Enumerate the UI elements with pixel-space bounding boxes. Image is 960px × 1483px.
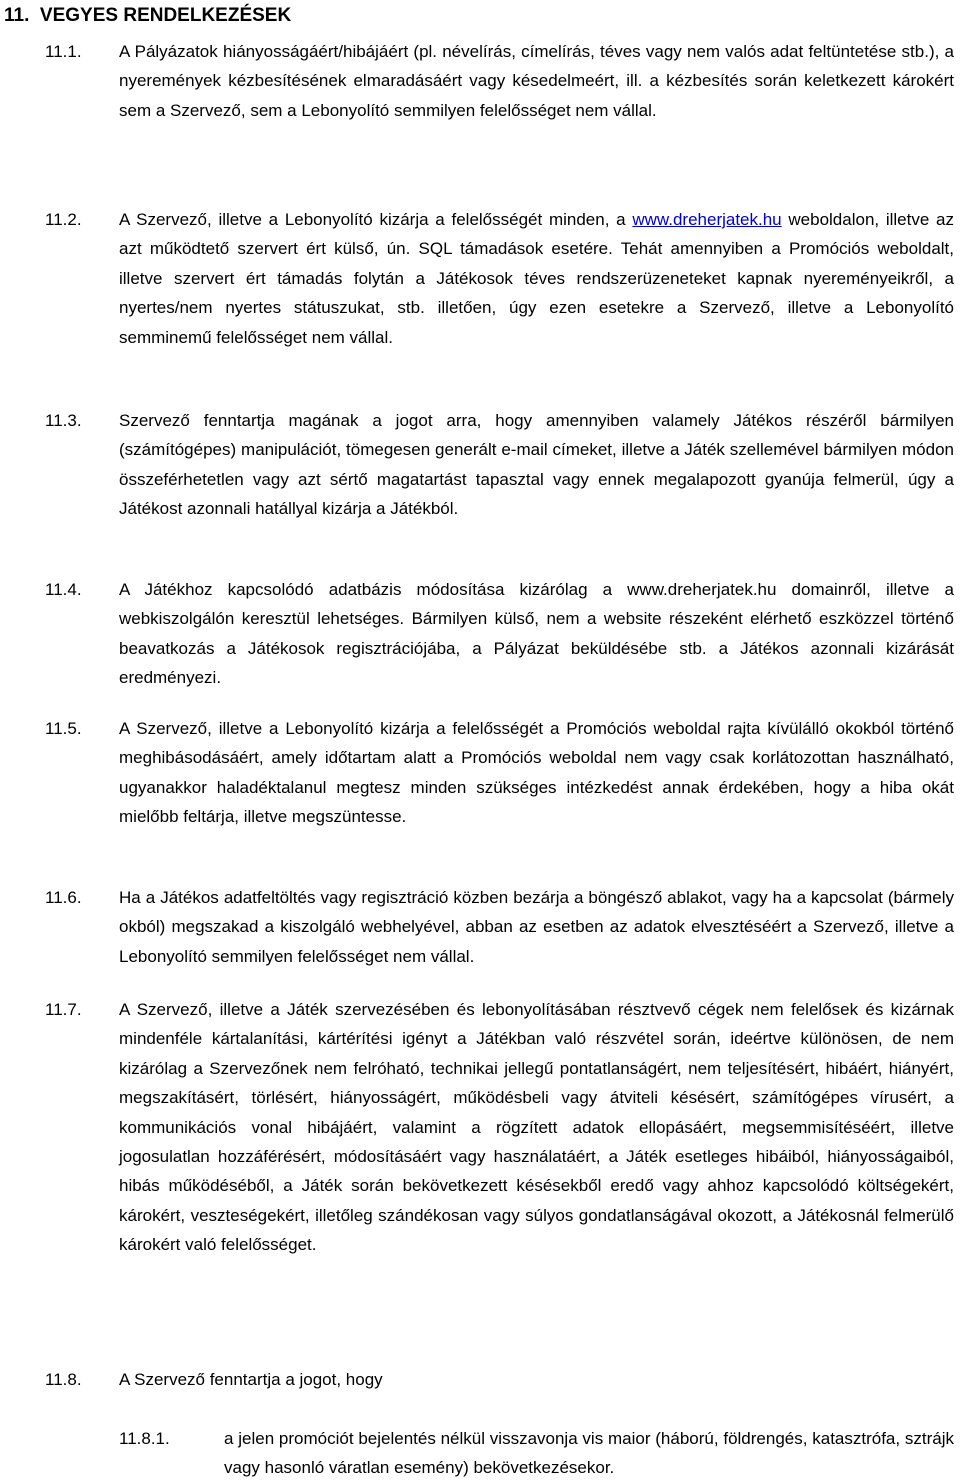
clause-text: A Szervező fenntartja a jogot, hogy xyxy=(119,1370,383,1389)
clause-number: 11.4. xyxy=(45,580,82,599)
clause-text: A Játékhoz kapcsolódó adatbázis módosítása kizárólag a www.dreherjatek.hu domainről, illetve a webkiszolgálón keresztül lehetséges. Bármilyen külső, nem a website részeként elérhető eszközzel történő beavatkozás a Játékosok regisztrációjába, a Pályázat beküldésébe stb. a Játékos azonnali kizárását eredményezi. xyxy=(119,580,954,688)
clause-number: 11.6. xyxy=(45,888,82,907)
clause-text: Szervező fenntartja magának a jogot arra, hogy amennyiben valamely Játékos részéről bármilyen (számítógépes) manipulációt, tömegesen generált e-mail címeket, illetve a Játék szellemével bármilyen módon összeférhetetlen vagy azt sértő magatartást tapasztal vagy ennek megalapozott gyanúja felmerül, úgy a Játékost azonnali hatállyal kizárja a Játékból. xyxy=(119,411,954,519)
clause-number: 11.3. xyxy=(45,411,82,430)
clause-number: 11.8. xyxy=(45,1370,82,1389)
clause-number: 11.2. xyxy=(45,210,82,229)
clause-number: 11.5. xyxy=(45,719,82,738)
clause-text: A Pályázatok hiányosságáért/hibájáért (pl. névelírás, címelírás, téves vagy nem valós adat feltüntetése stb.), a nyeremények kézbesítésének elmaradásáért vagy késedelmeért, ill. a kézbesítés során keletkezett károkért sem a Szervező, sem a Lebonyolító semmilyen felelősséget nem vállal. xyxy=(119,42,954,120)
clause-text xyxy=(119,205,954,352)
website-link[interactable]: www.dreherjatek.hu xyxy=(632,210,782,229)
clause-text: Ha a Játékos adatfeltöltés vagy regisztráció közben bezárja a böngésző ablakot, vagy ha a kapcsolat (bármely okból) megszakad a kiszolgáló webhelyével, abban az esetben az adatok elvesztéséért a Szervező, illetve a Lebonyolító semmilyen felelősséget nem vállal. xyxy=(119,888,954,966)
clause-text-part: A Szervező, illetve a Lebonyolító kizárja a felelősségét minden, a xyxy=(119,210,633,229)
clause-text-part: weboldalon, illetve az azt működtető szervert ért külső, ún. SQL támadások esetére. Tehát amennyiben a Promóciós weboldalt, illetve szervert ért támadás folytán a Játékosok téves rendszerüzeneteket kapnak nyereményeikről, a nyertes/nem nyertes státuszukat, stb. illetően, úgy ezen esetekre a Szervező, illetve a Lebonyolító semminemű felelősséget nem vállal. xyxy=(119,210,954,347)
subclause-number: 11.8.1. xyxy=(119,1429,170,1448)
clause-number: 11.7. xyxy=(45,1000,82,1019)
subclause-text: a jelen promóciót bejelentés nélkül visszavonja vis maior (háború, földrengés, katasztrófa, sztrájk vagy hasonló váratlan esemény) bekövetkezésekor. xyxy=(224,1429,954,1478)
section-heading: 11. VEGYES RENDELKEZÉSEK xyxy=(4,5,292,26)
clause-text: A Szervező, illetve a Lebonyolító kizárja a felelősségét a Promóciós weboldal rajta kívülálló okokból történő meghibásodásáért, amely időtartam alatt a Promóciós weboldal nem vagy csak korlátozottan használható, ugyanakkor haladéktalanul megtesz minden szükséges intézkedést annak érdekében, hogy a hiba okát mielőbb feltárja, illetve megszüntesse. xyxy=(119,719,954,827)
clause-number: 11.1. xyxy=(45,42,82,61)
clause-text: A Szervező, illetve a Játék szervezésében és lebonyolításában résztvevő cégek nem felelősek és kizárnak mindenféle kártalanítási, kártérítési igényt a Játékban való részvétel során, ideértve különösen, de nem kizárólag a Szervezőnek nem felróható, technikai jellegű pontatlanságért, nem teljesítésért, hibáért, hiányért, megszakításért, törlésért, hiányosságért, működésbeli vagy átviteli késésért, számítógépes vírusért, a kommunikációs vonal hibájáért, valamint a rögzített adatok ellopásáért, megsemmisítéséért, illetve jogosulatlan hozzáférésért, módosításáért vagy használatáért, a Játék esetleges hibáiból, hiányosságaiból, hibás működéséből, a Játék során bekövetkezett késésekből eredő vagy ahhoz kapcsolódó költségekért, károkért, veszteségekért, illetőleg szándékosan vagy súlyos gondatlanságával okozott, a Játékosnál felmerülő károkért való felelősséget. xyxy=(119,1000,954,1255)
